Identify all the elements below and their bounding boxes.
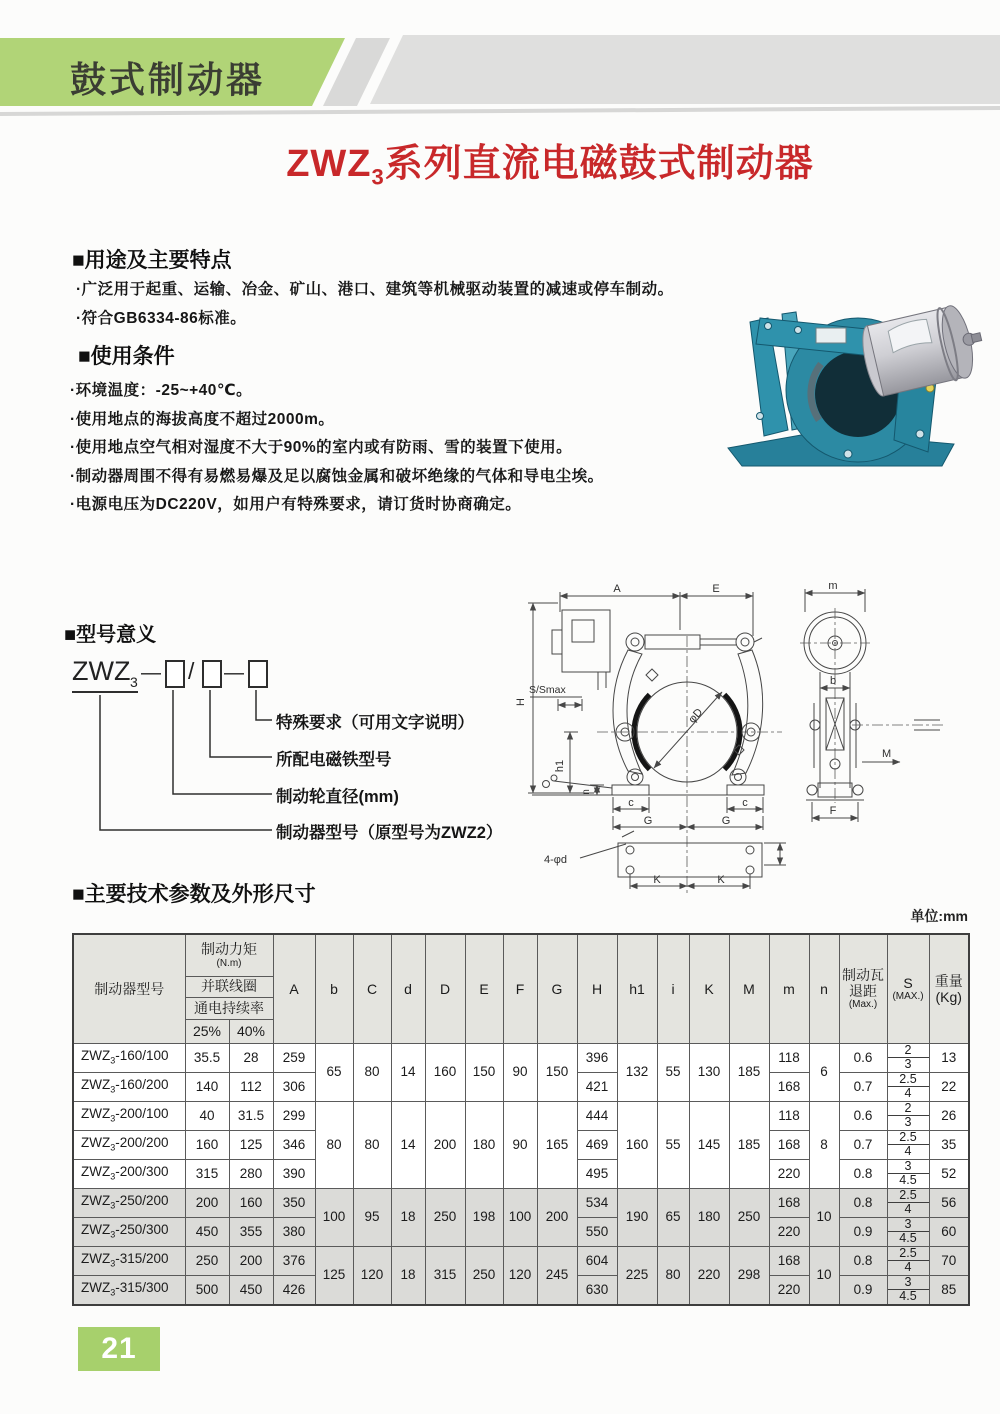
table-cell: 40 [185, 1101, 229, 1130]
table-cell: 500 [185, 1275, 229, 1305]
product-photo [698, 268, 983, 478]
table-cell: $ZWZ_3-160/100$ [73, 1043, 185, 1072]
col-header-dim: i [657, 934, 689, 1043]
table-cell: 0.9 [839, 1217, 887, 1246]
table-cell: 31.5 [229, 1101, 273, 1130]
col-header-dim: F [503, 934, 537, 1043]
table-cell: 14 [391, 1101, 425, 1188]
table-cell: 280 [229, 1159, 273, 1188]
table-cell: 70 [929, 1246, 969, 1275]
table-cell: 250 [729, 1188, 769, 1246]
table-cell: 2.5 4 [887, 1072, 929, 1101]
table-cell: 346 [273, 1130, 315, 1159]
dim-label-M: M [882, 748, 892, 760]
bullet-item: ·使用地点空气相对湿度不大于90%的室内或有防雨、雪的装置下使用。 [70, 439, 573, 456]
table-cell: 125 [229, 1130, 273, 1159]
table-cell: 35 [929, 1130, 969, 1159]
model-dash: — [141, 662, 161, 684]
table-cell: 250 [185, 1246, 229, 1275]
table-cell: 150 [465, 1043, 503, 1101]
table-cell: 2.5 4 [887, 1188, 929, 1217]
table-cell: 259 [273, 1043, 315, 1072]
dim-label-c: c [742, 797, 748, 809]
dim-label-b: b [829, 675, 837, 687]
table-cell: 355 [229, 1217, 273, 1246]
table-cell: 299 [273, 1101, 315, 1130]
dim-label-A: A [613, 583, 621, 595]
table-cell: $ZWZ_3-200/100$ [73, 1101, 185, 1130]
table-cell: $ZWZ_3-250/200$ [73, 1188, 185, 1217]
table-cell: 125 [315, 1246, 353, 1305]
table-row [73, 1043, 969, 1072]
conditions-bullets [70, 377, 604, 520]
table-cell: 444 [577, 1101, 617, 1130]
table-cell: 0.8 [839, 1246, 887, 1275]
table-cell: 2.5 4 [887, 1130, 929, 1159]
table-cell: 140 [185, 1072, 229, 1101]
front-view [528, 592, 786, 894]
table-cell: 306 [273, 1072, 315, 1101]
table-cell: 250 [425, 1188, 465, 1246]
table-cell: 0.6 [839, 1043, 887, 1072]
section-heading-specs: ■主要技术参数及外形尺寸 [72, 883, 316, 906]
table-cell: $ZWZ_3-250/300$ [73, 1217, 185, 1246]
col-header-retract: 制动瓦 退距 (Max.) [839, 934, 887, 1043]
dim-label-c: c [628, 797, 634, 809]
table-row [73, 1188, 969, 1217]
section-heading-model-meaning: ■型号意义 [64, 624, 157, 646]
electromagnet-cylinder [857, 301, 983, 400]
page-number-badge: 21 [78, 1327, 160, 1371]
technical-drawing [502, 578, 967, 896]
table-cell: 0.7 [839, 1130, 887, 1159]
table-cell: $ZWZ_3-160/200$ [73, 1072, 185, 1101]
table-cell: 13 [929, 1043, 969, 1072]
col-header-dim: C [353, 934, 391, 1043]
table-cell: 90 [503, 1101, 537, 1188]
table-cell: 10 [809, 1246, 839, 1305]
dim-label-m: m [828, 580, 838, 592]
table-cell: 28 [229, 1043, 273, 1072]
table-cell: $ZWZ_3-315/300$ [73, 1275, 185, 1305]
bullet-item: ·使用地点的海拔高度不超过2000m。 [70, 410, 335, 428]
table-cell: 14 [391, 1043, 425, 1101]
col-header-dim: b [315, 934, 353, 1043]
table-cell: 145 [689, 1101, 729, 1188]
dim-label-K: K [653, 874, 661, 886]
table-cell: 35.5 [185, 1043, 229, 1072]
table-cell: 0.6 [839, 1101, 887, 1130]
table-cell: 534 [577, 1188, 617, 1217]
table-cell: 421 [577, 1072, 617, 1101]
features-bullets [76, 276, 674, 333]
table-cell: 168 [769, 1130, 809, 1159]
table-cell: 200 [185, 1188, 229, 1217]
table-cell: 495 [577, 1159, 617, 1188]
table-cell: 168 [769, 1072, 809, 1101]
dim-label-D: φD [686, 706, 706, 726]
title-prefix: ZWZ [286, 143, 372, 185]
dim-label-K: K [717, 874, 725, 886]
table-cell: 160 [185, 1130, 229, 1159]
table-cell: 6 [809, 1043, 839, 1101]
table-cell: 469 [577, 1130, 617, 1159]
col-header-dim: n [809, 934, 839, 1043]
side-view [800, 589, 944, 822]
dim-label-F: F [829, 805, 837, 817]
dim-label-E: E [712, 583, 720, 595]
table-cell: 185 [729, 1043, 769, 1101]
model-code-subscript: 3 [130, 674, 138, 690]
bullet-item: ·制动器周围不得有易燃易爆及足以腐蚀金属和破坏绝缘的气体和导电尘埃。 [70, 467, 604, 485]
table-cell: 150 [537, 1043, 577, 1101]
unit-label: 单位:mm [910, 908, 968, 924]
table-cell: 450 [229, 1275, 273, 1305]
table-cell: 3 4.5 [887, 1275, 929, 1305]
table-cell: 380 [273, 1217, 315, 1246]
table-cell: 0.8 [839, 1159, 887, 1188]
banner-title: 鼓式制动器 [70, 59, 266, 100]
col-header-dim: d [391, 934, 425, 1043]
col-header-dim: A [273, 934, 315, 1043]
page-title [100, 132, 1000, 191]
table-cell: 0.7 [839, 1072, 887, 1101]
table-cell: 180 [465, 1101, 503, 1188]
table-cell: 200 [537, 1188, 577, 1246]
table-cell: 630 [577, 1275, 617, 1305]
bullet-item: ·环境温度：-25~+40℃。 [70, 382, 253, 399]
table-cell: 10 [809, 1188, 839, 1246]
table-cell: 80 [353, 1043, 391, 1101]
model-label: 制动轮直径(mm) [276, 788, 399, 806]
table-cell: 52 [929, 1159, 969, 1188]
table-cell: 100 [503, 1188, 537, 1246]
table-cell: 130 [689, 1043, 729, 1101]
dim-label-G: G [643, 815, 653, 827]
table-cell: 55 [657, 1101, 689, 1188]
table-cell: 95 [353, 1188, 391, 1246]
table-cell: 200 [425, 1101, 465, 1188]
table-cell: $ZWZ_3-315/200$ [73, 1246, 185, 1275]
dim-label-G: G [721, 815, 731, 827]
model-label: 所配电磁铁型号 [276, 751, 392, 769]
table-cell: 200 [229, 1246, 273, 1275]
model-label: 制动器型号（原型号为ZWZ2） [276, 824, 503, 842]
table-cell: $ZWZ_3-200/300$ [73, 1159, 185, 1188]
table-cell: 65 [657, 1188, 689, 1246]
table-cell: 90 [503, 1043, 537, 1101]
col-header-dim: G [537, 934, 577, 1043]
dim-label-h1: h1 [554, 759, 566, 773]
col-header-coil: 并联线圈 [185, 976, 273, 997]
table-cell: 450 [185, 1217, 229, 1246]
table-cell: 118 [769, 1101, 809, 1130]
table-cell: 550 [577, 1217, 617, 1246]
table-cell: 180 [689, 1188, 729, 1246]
col-header-dim: M [729, 934, 769, 1043]
col-header-dim: m [769, 934, 809, 1043]
table-cell: 18 [391, 1188, 425, 1246]
table-cell: 220 [769, 1159, 809, 1188]
table-cell: 65 [315, 1043, 353, 1101]
table-cell: 315 [425, 1246, 465, 1305]
table-cell: 604 [577, 1246, 617, 1275]
table-cell: 168 [769, 1246, 809, 1275]
col-header-model: 制动器型号 [73, 934, 185, 1043]
col-header-dim: h1 [617, 934, 657, 1043]
col-header-dim: D [425, 934, 465, 1043]
table-row [73, 1246, 969, 1275]
table-cell: 120 [503, 1246, 537, 1305]
table-cell: 2.5 4 [887, 1246, 929, 1275]
table-cell: 112 [229, 1072, 273, 1101]
table-cell: 3 4.5 [887, 1159, 929, 1188]
col-header-weight: 重量 (Kg) [929, 934, 969, 1043]
section-heading-features: ■用途及主要特点 [72, 249, 232, 272]
table-cell: 198 [465, 1188, 503, 1246]
table-cell: 165 [537, 1101, 577, 1188]
spec-table [72, 933, 970, 1306]
dim-label-S: S/Smax [529, 684, 566, 696]
bullet-item: ·符合GB6334-86标准。 [76, 309, 247, 327]
dim-label-holes: 4-φd [544, 854, 568, 866]
model-label: 特殊要求（可用文字说明） [276, 714, 474, 732]
title-subscript: 3 [371, 164, 385, 190]
table-cell: 315 [185, 1159, 229, 1188]
table-cell: 250 [465, 1246, 503, 1305]
table-cell: 80 [315, 1101, 353, 1188]
col-header-duty-pct: 40% [229, 1019, 273, 1043]
table-cell: 0.9 [839, 1275, 887, 1305]
table-cell: 390 [273, 1159, 315, 1188]
table-cell: 132 [617, 1043, 657, 1101]
table-cell: 396 [577, 1043, 617, 1072]
table-cell: 160 [425, 1043, 465, 1101]
table-cell: 118 [769, 1043, 809, 1072]
col-header-torque: 制动力矩 (N.m) [185, 934, 273, 976]
table-cell: $ZWZ_3-200/200$ [73, 1130, 185, 1159]
table-cell: 298 [729, 1246, 769, 1305]
table-cell: 85 [929, 1275, 969, 1305]
dim-label-n: n [581, 789, 592, 795]
table-cell: 80 [353, 1101, 391, 1188]
table-cell: 426 [273, 1275, 315, 1305]
table-cell: 220 [769, 1275, 809, 1305]
table-cell: 220 [689, 1246, 729, 1305]
table-cell: 22 [929, 1072, 969, 1101]
model-connector-lines [64, 640, 484, 840]
col-header-dim: E [465, 934, 503, 1043]
table-cell: 245 [537, 1246, 577, 1305]
table-cell: 8 [809, 1101, 839, 1188]
bullet-item: ·广泛用于起重、运输、冶金、矿山、港口、建筑等机械驱动装置的减速或停车制动。 [76, 281, 674, 298]
table-cell: 80 [657, 1246, 689, 1305]
table-cell: 60 [929, 1217, 969, 1246]
table-cell: 190 [617, 1188, 657, 1246]
title-rest: 系列直流电磁鼓式制动器 [384, 143, 814, 185]
table-cell: 26 [929, 1101, 969, 1130]
col-header-duty: 通电持续率 [185, 997, 273, 1019]
table-cell: 160 [617, 1101, 657, 1188]
col-header-dim: K [689, 934, 729, 1043]
table-cell: 220 [769, 1217, 809, 1246]
table-cell: 18 [391, 1246, 425, 1305]
table-cell: 350 [273, 1188, 315, 1217]
banner-gray-band [370, 35, 1000, 104]
model-code-prefix: ZWZ [72, 656, 131, 686]
table-cell: 0.8 [839, 1188, 887, 1217]
table-cell: 3 4.5 [887, 1217, 929, 1246]
table-cell: 376 [273, 1246, 315, 1275]
col-header-s: S (MAX.) [887, 934, 929, 1043]
table-cell: 225 [617, 1246, 657, 1305]
table-cell: 168 [769, 1188, 809, 1217]
table-cell: 56 [929, 1188, 969, 1217]
bullet-item: ·电源电压为DC220V，如用户有特殊要求，请订货时协商确定。 [70, 496, 522, 513]
col-header-duty-pct: 25% [185, 1019, 229, 1043]
model-dash: — [224, 662, 244, 684]
table-cell: 2 3 [887, 1043, 929, 1072]
dim-label-H: H [515, 698, 527, 706]
table-cell: 160 [229, 1188, 273, 1217]
table-cell: 100 [315, 1188, 353, 1246]
table-cell: 185 [729, 1101, 769, 1188]
table-row [73, 1101, 969, 1130]
section-heading-conditions: ■使用条件 [78, 345, 175, 368]
col-header-dim: H [577, 934, 617, 1043]
table-cell: 2 3 [887, 1101, 929, 1130]
table-cell: 55 [657, 1043, 689, 1101]
model-slash: / [188, 658, 195, 684]
banner-underline [0, 106, 1000, 116]
table-cell: 120 [353, 1246, 391, 1305]
